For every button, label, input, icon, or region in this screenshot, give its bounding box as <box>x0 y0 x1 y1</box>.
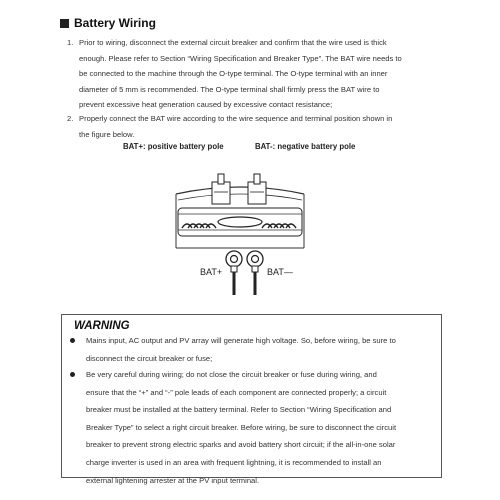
bullet-text <box>86 332 396 367</box>
text-line: Properly connect the BAT wire according to the wire sequence and terminal position shown in <box>79 114 393 123</box>
center-oval <box>218 217 262 227</box>
right-terminal-post <box>248 174 266 204</box>
housing-inner-edge <box>178 194 302 200</box>
text-line: breaker must be installed at the battery terminal. Refer to Section “Wiring Specification and <box>86 405 392 415</box>
text-line: prevent excessive heat generation caused by excessive contact resistance; <box>79 100 333 110</box>
bullet-text <box>86 366 396 489</box>
text-line: be connected to the machine through the O-type terminal. The O-type terminal with an inner <box>79 69 388 79</box>
housing-top-edge <box>176 187 304 194</box>
text-line: Mains input, AC output and PV array will generate high voltage. So, before wiring, be sure to <box>86 336 396 345</box>
warning-box <box>61 314 442 485</box>
left-terminal-post <box>212 174 230 204</box>
section-heading <box>60 16 156 30</box>
text-line: charge inverter is used in an area with frequent lightning, it is recommended to install an <box>86 457 382 467</box>
bat-plus-label: BAT+ <box>200 267 223 277</box>
text-line: ensure that the “+” and “-” pole leads of each component are connected properly; a circuit <box>86 387 387 397</box>
bullet-dot-icon <box>70 372 75 377</box>
section-title: Battery Wiring <box>74 16 156 30</box>
heading-square-icon <box>60 19 69 28</box>
text-line: Prior to wiring, disconnect the external circuit breaker and confirm that the wire used is thick <box>79 38 387 47</box>
negative-o-terminal <box>247 251 263 272</box>
text-line: disconnect the circuit breaker or fuse; <box>86 353 213 363</box>
step-text <box>79 35 402 113</box>
positive-pole-label: BAT+: positive battery pole <box>123 142 224 151</box>
bat-minus-label: BAT— <box>267 267 293 277</box>
positive-o-terminal <box>226 251 242 272</box>
text-line: the figure below. <box>79 129 135 139</box>
bullet-dot-icon <box>70 338 75 343</box>
step-number: 1. <box>67 38 74 47</box>
warning-title: WARNING <box>74 320 130 332</box>
text-line: Breaker Type” to select a right circuit breaker. Before wiring, be sure to disconnect the circuit <box>86 422 397 432</box>
text-line: breaker to prevent strong electric sparks and avoid battery short circuit; if the all-in-one solar <box>86 440 396 450</box>
step-number: 2. <box>67 114 74 123</box>
text-line: enough. Please refer to Section “Wiring Specification and Breaker Type”. The BAT wire needs to <box>79 53 402 63</box>
battery-terminal-diagram <box>170 158 310 296</box>
text-line: external lightening arrester at the PV input terminal. <box>86 475 260 485</box>
negative-pole-label: BAT-: negative battery pole <box>255 142 356 151</box>
text-line: Be very careful during wiring; do not close the circuit breaker or fuse during wiring, and <box>86 370 377 379</box>
text-line: diameter of 5 mm is recommended. The O-type terminal shall firmly press the BAT wire to <box>79 84 380 94</box>
step-text <box>79 111 392 142</box>
